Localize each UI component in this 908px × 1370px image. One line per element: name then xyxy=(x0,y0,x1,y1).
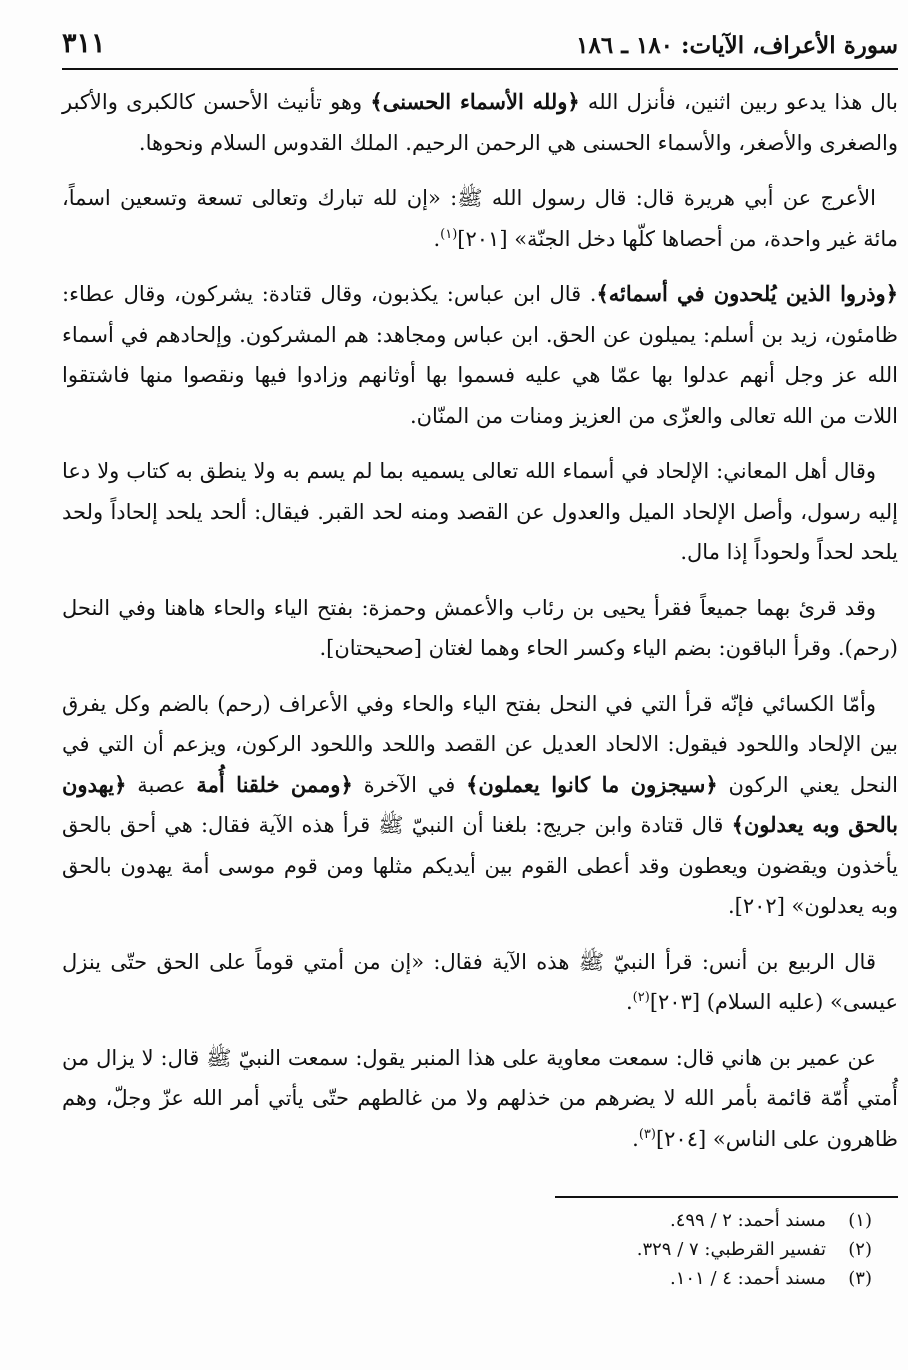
paragraph xyxy=(62,274,898,436)
footnotes xyxy=(500,1206,872,1293)
text-run: الأعرج عن أبي هريرة قال: قال رسول الله ﷺ: «إن لله تبارك وتعالى تسعة وتسعين اسماً، مائة غير واحدة، من أحصاها كلّها دخل الجنّة» [٢٠١] xyxy=(62,186,898,251)
text-run: . قال ابن عباس: يكذبون، وقال قتادة: يشركون، وقال عطاء: ظامئون، زيد بن أسلم: يميلون عن الحق. ابن عباس ومجاهد: هم المشركون. وإلحادهم في أسماء الله عز وجل أنهم عدلوا بها عمّا هي عليه فسموا بها أوثانهم وزادوا فيها ونقصوا منها فاشتقوا اللات من الله تعالى والعزّى من العزيز ومنات من المنّان. xyxy=(62,282,898,428)
page-number: ٣١١ xyxy=(62,28,106,59)
footnote-marker: (١) xyxy=(440,226,458,242)
text-run: وهو تأنيث الأحسن كالكبرى والأكبر والصغرى والأصغر، والأسماء الحسنى هي الرحمن الرحيم. الملك القدوس السلام ونحوها. xyxy=(62,90,898,155)
paragraph xyxy=(62,451,898,573)
text-run: قال الربيع بن أنس: قرأ النبيّ ﷺ هذه الآية فقال: «إن من أمتي قوماً على الحق حتّى ينزل عيسى» (عليه السلام) [٢٠٣] xyxy=(62,949,898,1014)
text-run: وأمّا الكسائي فإنّه قرأ التي في النحل بفتح الياء والحاء وفي الأعراف (رحم) بالضم وكل يفرق بين الإلحاد واللحود فيقول: الالحاد العديل عن القصد واللحد واللحود الركون، ويزعم أن التي في النحل يعني الركون xyxy=(62,691,899,797)
text-run: بال هذا يدعو ربين اثنين، فأنزل الله xyxy=(579,90,899,114)
footnote-text: مسند أحمد: ٤ / ١٠١. xyxy=(669,1268,826,1289)
footnote-number: (١) xyxy=(848,1210,872,1231)
footnote xyxy=(500,1235,872,1264)
footnote xyxy=(500,1206,872,1235)
footnote-separator xyxy=(555,1196,898,1198)
footnote-number: (٢) xyxy=(848,1239,872,1260)
footnote-marker: (٣) xyxy=(638,1126,656,1142)
text-run: عن عمير بن هاني قال: سمعت معاوية على هذا المنبر يقول: سمعت النبيّ ﷺ قال: لا يزال من أُمتي أُمّة قائمة بأمر الله لا يضرهم من خذلهم ولا من غالطهم حتّى يأتي أمر الله عزّ وجلّ، وهم ظاهرون على الناس» [٢٠٤] xyxy=(62,1045,898,1151)
text-run: عصبة xyxy=(126,772,197,797)
paragraph xyxy=(62,588,898,669)
paragraph xyxy=(62,82,898,163)
quran-verse: ﴿وممن خلقنا أُمة xyxy=(196,771,353,797)
text-run: . xyxy=(632,1126,639,1151)
text-run: وقد قرئ بهما جميعاً فقرأ يحيى بن رئاب والأعمش وحمزة: بفتح الياء والحاء هاهنا وفي النحل (رحم). وقرأ الباقون: بضم الياء وكسر الحاء وهما لغتان [صحيحتان]. xyxy=(62,595,898,660)
quran-verse: ﴿سيجزون ما كانوا يعملون﴾ xyxy=(466,771,718,797)
paragraph xyxy=(62,942,898,1023)
paragraph xyxy=(62,684,898,927)
text-run: وقال أهل المعاني: الإلحاد في أسماء الله تعالى يسميه بما لم يسم به ولا ينطق به كتاب ولا دعا إليه رسول، وأصل الإلحاد الميل والعدول عن القصد ومنه لحد القبر. فيقال: ألحد يلحد إلحاداً ولحد يلحد لحداً ولحوداً إذا مال. xyxy=(62,459,898,564)
text-run: . xyxy=(625,990,633,1014)
paragraph xyxy=(62,1038,898,1160)
quran-verse: ﴿يهدون بالحق وبه يعدلون﴾ xyxy=(62,771,898,837)
text-run: قال قتادة وابن جريج: بلغنا أن النبيّ ﷺ قرأ هذه الآية فقال: هي أحق بالحق يأخذون ويقضون ويعطون وقد أعطى القوم بين أيديكم مثلها ومن قوم موسى أمة يهدون بالحق وبه يعدلون» [٢٠٢]. xyxy=(62,813,899,918)
text-run: . xyxy=(433,226,441,251)
footnote-marker: (٢) xyxy=(632,990,650,1005)
footnote-text: تفسير القرطبي: ٧ / ٣٢٩. xyxy=(636,1239,826,1260)
footnote xyxy=(500,1264,872,1293)
page-header xyxy=(62,28,898,70)
footnote-number: (٣) xyxy=(848,1268,872,1289)
paragraph xyxy=(62,178,898,259)
running-title: سورة الأعراف، الآيات: ١٨٠ ـ ١٨٦ xyxy=(576,32,898,59)
quran-verse: ﴿ولله الأسماء الحسنى﴾ xyxy=(370,89,580,114)
footnote-text: مسند أحمد: ٢ / ٤٩٩. xyxy=(669,1210,826,1231)
quran-verse: ﴿وذروا الذين يُلحدون في أسمائه﴾ xyxy=(596,281,899,306)
text-run: في الآخرة xyxy=(352,772,467,797)
body-text xyxy=(62,82,898,1174)
